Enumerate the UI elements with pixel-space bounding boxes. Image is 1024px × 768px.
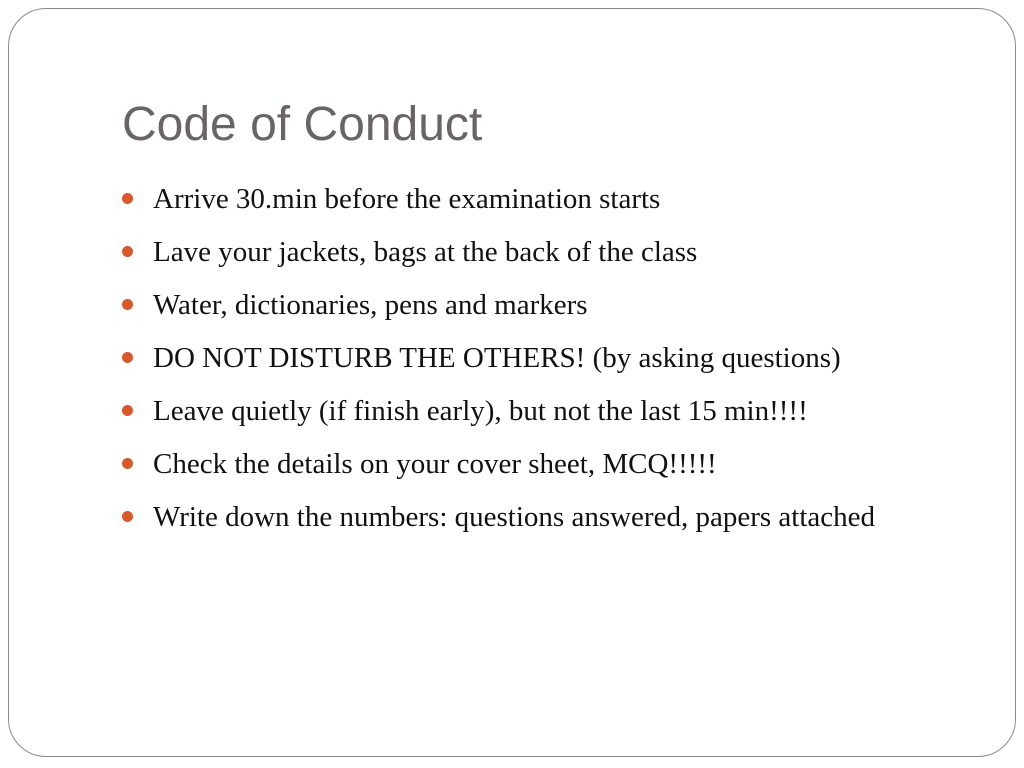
bullet-dot-icon (122, 458, 133, 469)
slide-frame (8, 8, 1016, 757)
bullet-dot-icon (122, 352, 133, 363)
bullet-list (122, 177, 922, 548)
bullet-item (122, 230, 922, 274)
bullet-item (122, 495, 922, 539)
bullet-text: Leave quietly (if finish early), but not the last 15 min!!!! (153, 395, 808, 427)
bullet-dot-icon (122, 511, 133, 522)
bullet-item (122, 336, 922, 380)
bullet-text: Arrive 30.min before the examination starts (153, 183, 661, 215)
bullet-text: Write down the numbers: questions answered, papers attached (153, 501, 875, 533)
bullet-dot-icon (122, 299, 133, 310)
bullet-dot-icon (122, 405, 133, 416)
slide-title: Code of Conduct (122, 98, 483, 151)
bullet-text: Check the details on your cover sheet, MCQ!!!!! (153, 448, 717, 480)
bullet-item (122, 442, 922, 486)
bullet-dot-icon (122, 246, 133, 257)
bullet-item (122, 389, 922, 433)
bullet-dot-icon (122, 193, 133, 204)
bullet-text: Water, dictionaries, pens and markers (153, 289, 588, 321)
bullet-text: Lave your jackets, bags at the back of the class (153, 236, 698, 268)
bullet-text: DO NOT DISTURB THE OTHERS! (by asking questions) (153, 342, 841, 374)
bullet-item (122, 283, 922, 327)
bullet-item (122, 177, 922, 221)
